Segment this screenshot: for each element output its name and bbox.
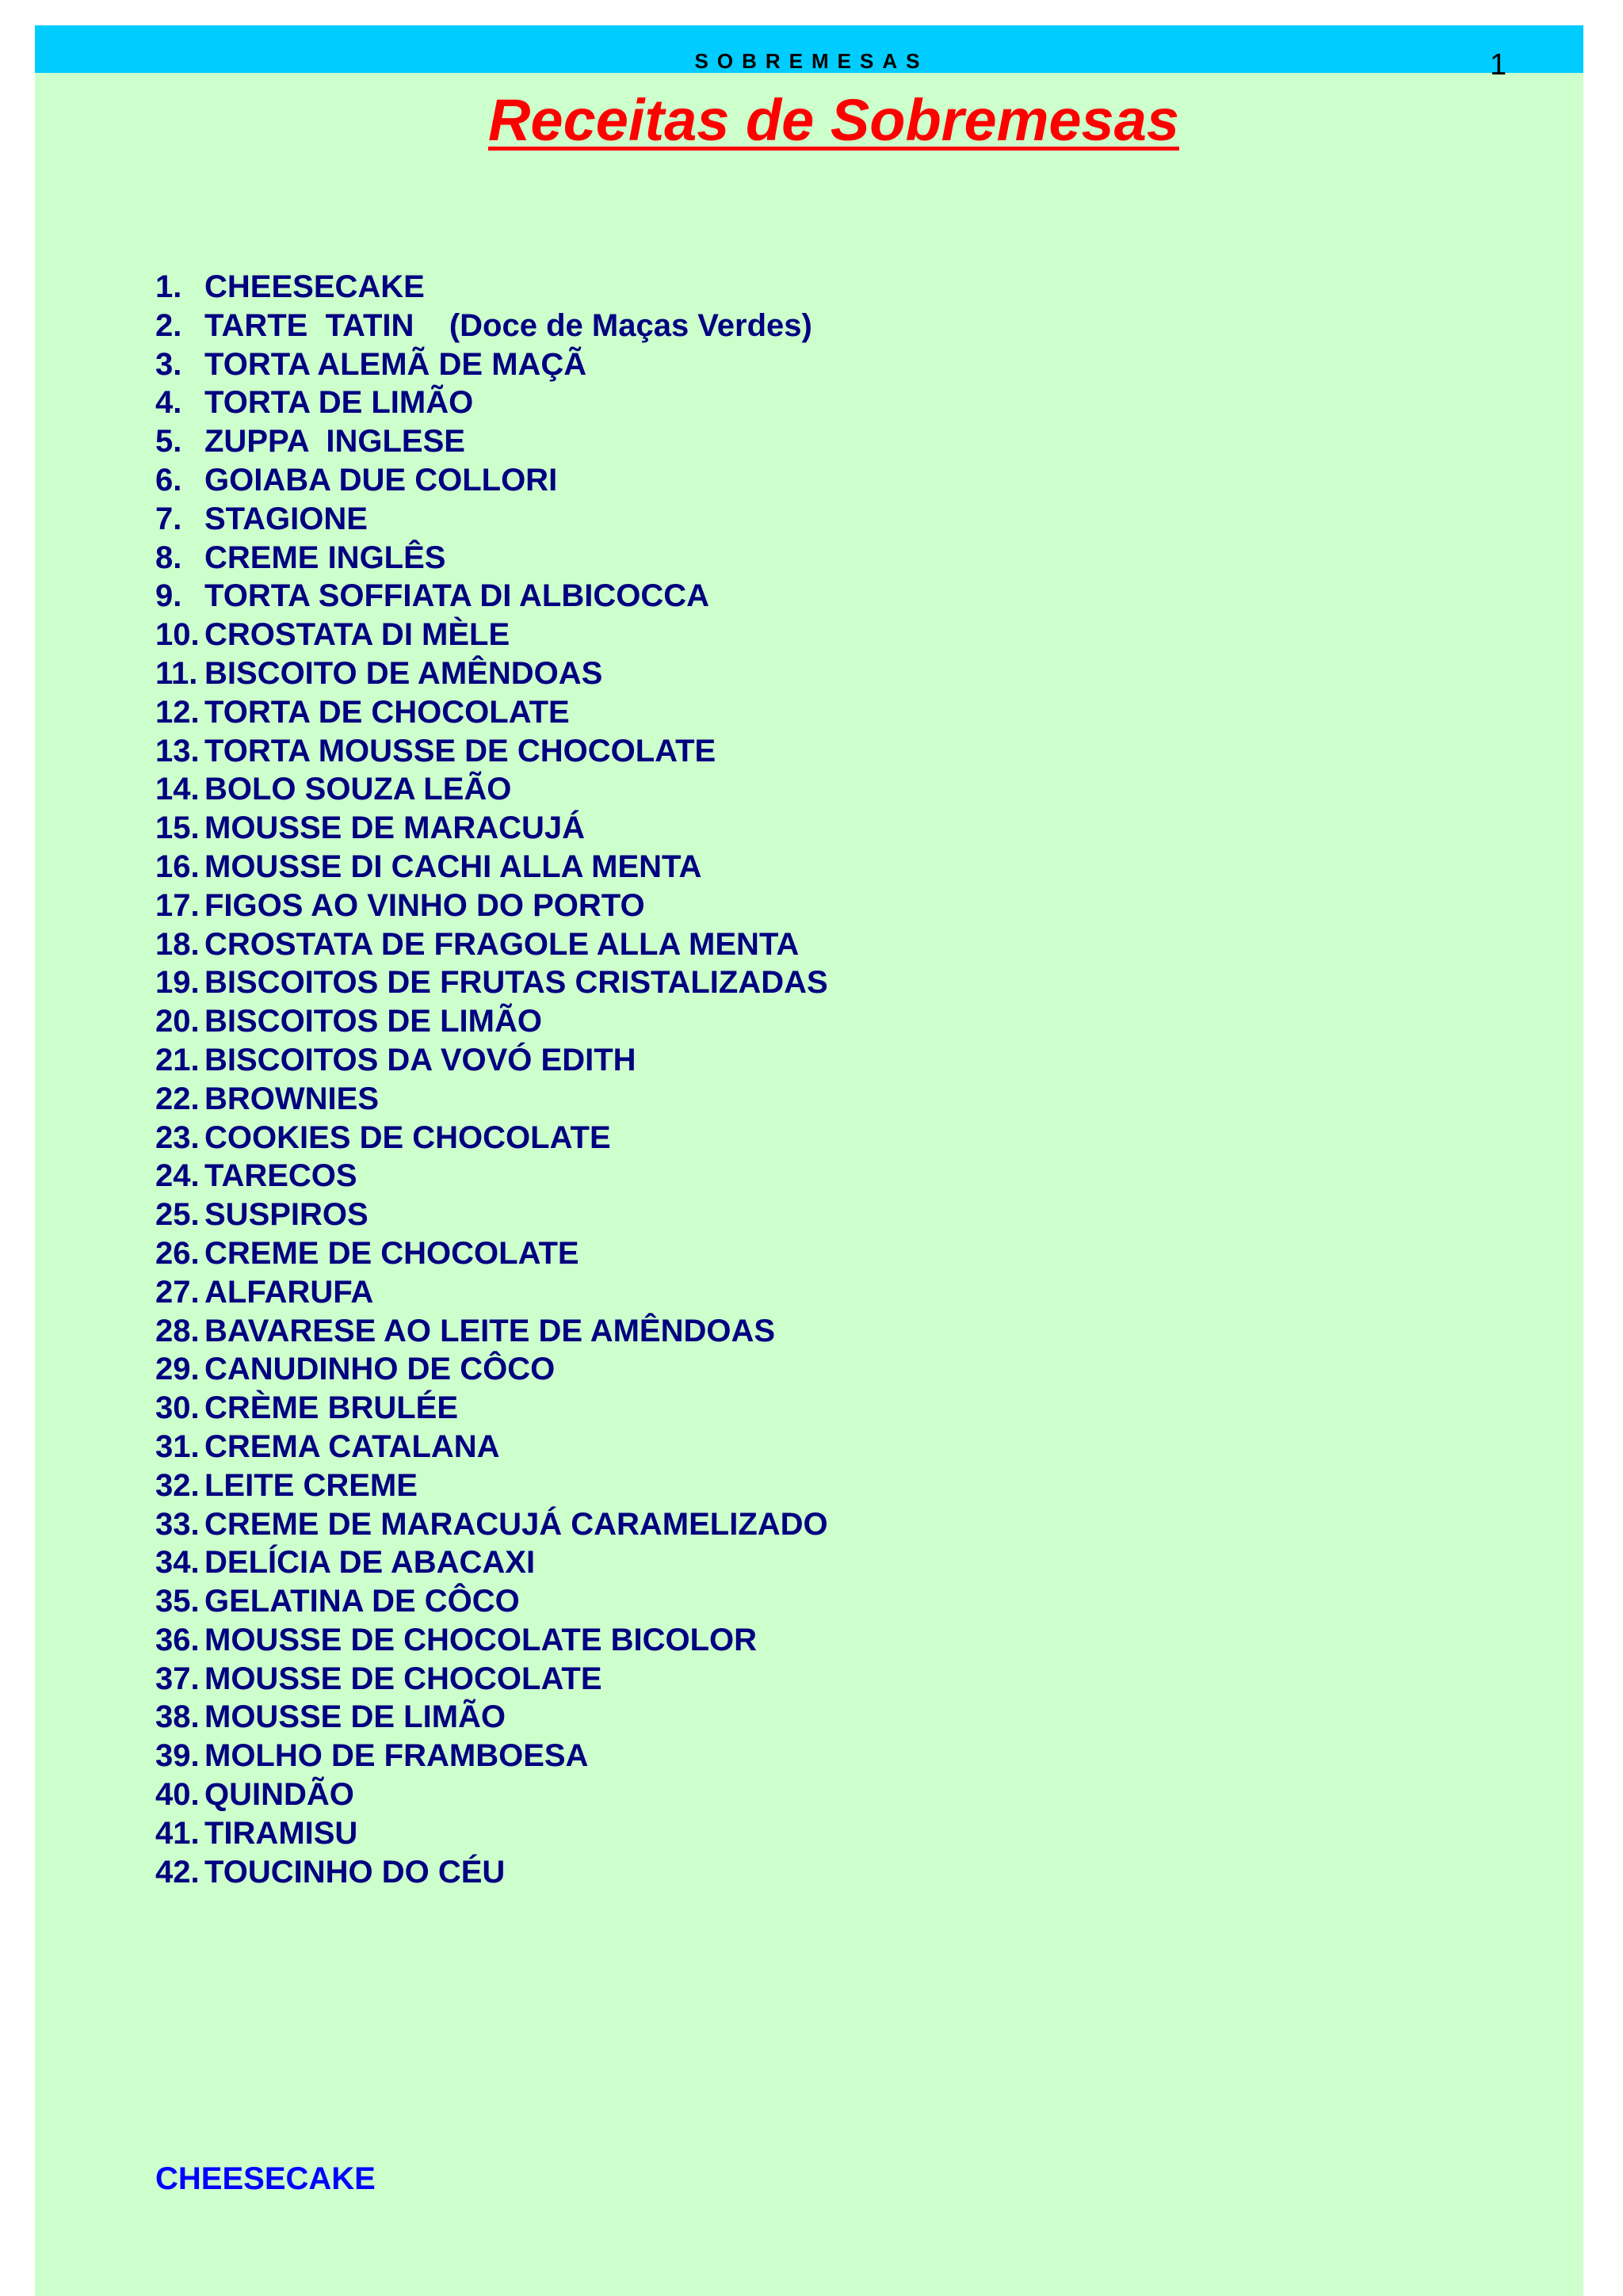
document-title: Receitas de Sobremesas bbox=[487, 87, 1180, 153]
recipe-name: TORTA ALEMÃ DE MAÇÃ bbox=[204, 346, 587, 382]
recipe-number: 38. bbox=[155, 1699, 200, 1735]
recipe-name: BISCOITOS DA VOVÓ EDITH bbox=[204, 1042, 636, 1077]
recipe-number: 35. bbox=[155, 1584, 200, 1619]
recipe-name: SUSPIROS bbox=[204, 1197, 369, 1233]
recipe-name: GOIABA DUE COLLORI bbox=[204, 462, 558, 498]
recipe-name: STAGIONE bbox=[204, 501, 368, 536]
recipe-number: 7. bbox=[155, 501, 182, 536]
recipe-number: 32. bbox=[155, 1467, 200, 1503]
recipe-number: 34. bbox=[155, 1545, 200, 1581]
recipe-number: 13. bbox=[155, 733, 200, 769]
recipe-name: LEITE CREME bbox=[204, 1467, 418, 1503]
recipe-number: 5. bbox=[155, 424, 182, 460]
recipe-name: MOUSSE DE CHOCOLATE BICOLOR bbox=[204, 1622, 758, 1657]
recipe-number: 30. bbox=[155, 1390, 200, 1426]
recipe-name: MOUSSE DE CHOCOLATE bbox=[204, 1661, 602, 1696]
recipe-number: 31. bbox=[155, 1428, 200, 1464]
recipe-number: 21. bbox=[155, 1042, 200, 1077]
recipe-number: 37. bbox=[155, 1661, 200, 1696]
recipe-number: 4. bbox=[155, 385, 182, 421]
recipe-number: 29. bbox=[155, 1352, 200, 1387]
recipe-name: DELÍCIA DE ABACAXI bbox=[204, 1545, 536, 1581]
page-number: 1 bbox=[1490, 48, 1507, 82]
recipe-number: 2. bbox=[155, 307, 182, 343]
recipe-name: TORTA MOUSSE DE CHOCOLATE bbox=[204, 733, 716, 769]
recipe-name: ALFARUFA bbox=[204, 1274, 374, 1310]
recipe-name: BOLO SOUZA LEÃO bbox=[204, 772, 512, 807]
recipe-number: 23. bbox=[155, 1119, 200, 1155]
recipe-name: TORTA SOFFIATA DI ALBICOCCA bbox=[204, 578, 709, 614]
recipe-number: 27. bbox=[155, 1274, 200, 1310]
recipe-name: BISCOITO DE AMÊNDOAS bbox=[204, 655, 603, 691]
recipe-name: CANUDINHO DE CÔCO bbox=[204, 1352, 556, 1387]
recipe-number: 15. bbox=[155, 810, 200, 846]
recipe-name: MOLHO DE FRAMBOESA bbox=[204, 1738, 589, 1774]
recipe-number: 42. bbox=[155, 1854, 200, 1890]
recipe-name: BROWNIES bbox=[204, 1081, 379, 1116]
recipe-name: CREME DE CHOCOLATE bbox=[204, 1235, 579, 1271]
recipe-number: 40. bbox=[155, 1777, 200, 1813]
recipe-name: TORTA DE CHOCOLATE bbox=[204, 694, 570, 730]
recipe-number: 41. bbox=[155, 1815, 200, 1851]
recipe-number: 33. bbox=[155, 1506, 200, 1542]
section-heading: CHEESECAKE bbox=[155, 2161, 376, 2196]
recipe-name: TARTE TATIN (Doce de Maças Verdes) bbox=[204, 307, 812, 343]
recipe-number: 10. bbox=[155, 617, 200, 653]
recipe-name: MOUSSE DI CACHI ALLA MENTA bbox=[204, 849, 702, 884]
running-header: SOBREMESAS bbox=[694, 49, 929, 73]
recipe-number: 9. bbox=[155, 578, 182, 614]
recipe-number: 28. bbox=[155, 1313, 200, 1348]
recipe-name: CROSTATA DE FRAGOLE ALLA MENTA bbox=[204, 926, 800, 962]
recipe-number: 3. bbox=[155, 346, 182, 382]
recipe-number: 1. bbox=[155, 269, 182, 304]
recipe-number: 8. bbox=[155, 540, 182, 575]
recipe-name: MOUSSE DE MARACUJÁ bbox=[204, 810, 586, 846]
recipe-number: 25. bbox=[155, 1197, 200, 1233]
recipe-name: TARECOS bbox=[204, 1158, 357, 1194]
recipe-number: 14. bbox=[155, 772, 200, 807]
recipe-name: TOUCINHO DO CÉU bbox=[204, 1854, 506, 1890]
recipe-name: CROSTATA DI MÈLE bbox=[204, 617, 510, 653]
recipe-name: QUINDÃO bbox=[204, 1777, 354, 1813]
recipe-number: 12. bbox=[155, 694, 200, 730]
recipe-number: 11. bbox=[155, 655, 198, 691]
recipe-number: 20. bbox=[155, 1004, 200, 1039]
recipe-number: 19. bbox=[155, 965, 200, 1001]
recipe-name: TORTA DE LIMÃO bbox=[204, 385, 474, 421]
recipe-name: FIGOS AO VINHO DO PORTO bbox=[204, 887, 645, 923]
recipe-number: 17. bbox=[155, 887, 200, 923]
recipe-name: TIRAMISU bbox=[204, 1815, 358, 1851]
recipe-number: 36. bbox=[155, 1622, 200, 1657]
recipe-name: CHEESECAKE bbox=[204, 269, 425, 304]
recipe-number: 22. bbox=[155, 1081, 200, 1116]
recipe-number: 24. bbox=[155, 1158, 200, 1194]
recipe-name: CREME INGLÊS bbox=[204, 540, 446, 575]
recipe-name: MOUSSE DE LIMÃO bbox=[204, 1699, 506, 1735]
recipe-number: 16. bbox=[155, 849, 200, 884]
recipe-name: CRÈME BRULÉE bbox=[204, 1390, 459, 1426]
recipe-name: BAVARESE AO LEITE DE AMÊNDOAS bbox=[204, 1313, 776, 1348]
recipe-name: COOKIES DE CHOCOLATE bbox=[204, 1119, 611, 1155]
recipe-name: CREME DE MARACUJÁ CARAMELIZADO bbox=[204, 1506, 828, 1542]
recipe-number: 18. bbox=[155, 926, 200, 962]
recipe-name: BISCOITOS DE LIMÃO bbox=[204, 1004, 542, 1039]
recipe-name: CREMA CATALANA bbox=[204, 1428, 500, 1464]
recipe-number: 6. bbox=[155, 462, 182, 498]
recipe-number: 26. bbox=[155, 1235, 200, 1271]
recipe-number: 39. bbox=[155, 1738, 200, 1774]
recipe-name: ZUPPA INGLESE bbox=[204, 424, 465, 460]
recipe-name: GELATINA DE CÔCO bbox=[204, 1584, 520, 1619]
recipe-name: BISCOITOS DE FRUTAS CRISTALIZADAS bbox=[204, 965, 828, 1001]
